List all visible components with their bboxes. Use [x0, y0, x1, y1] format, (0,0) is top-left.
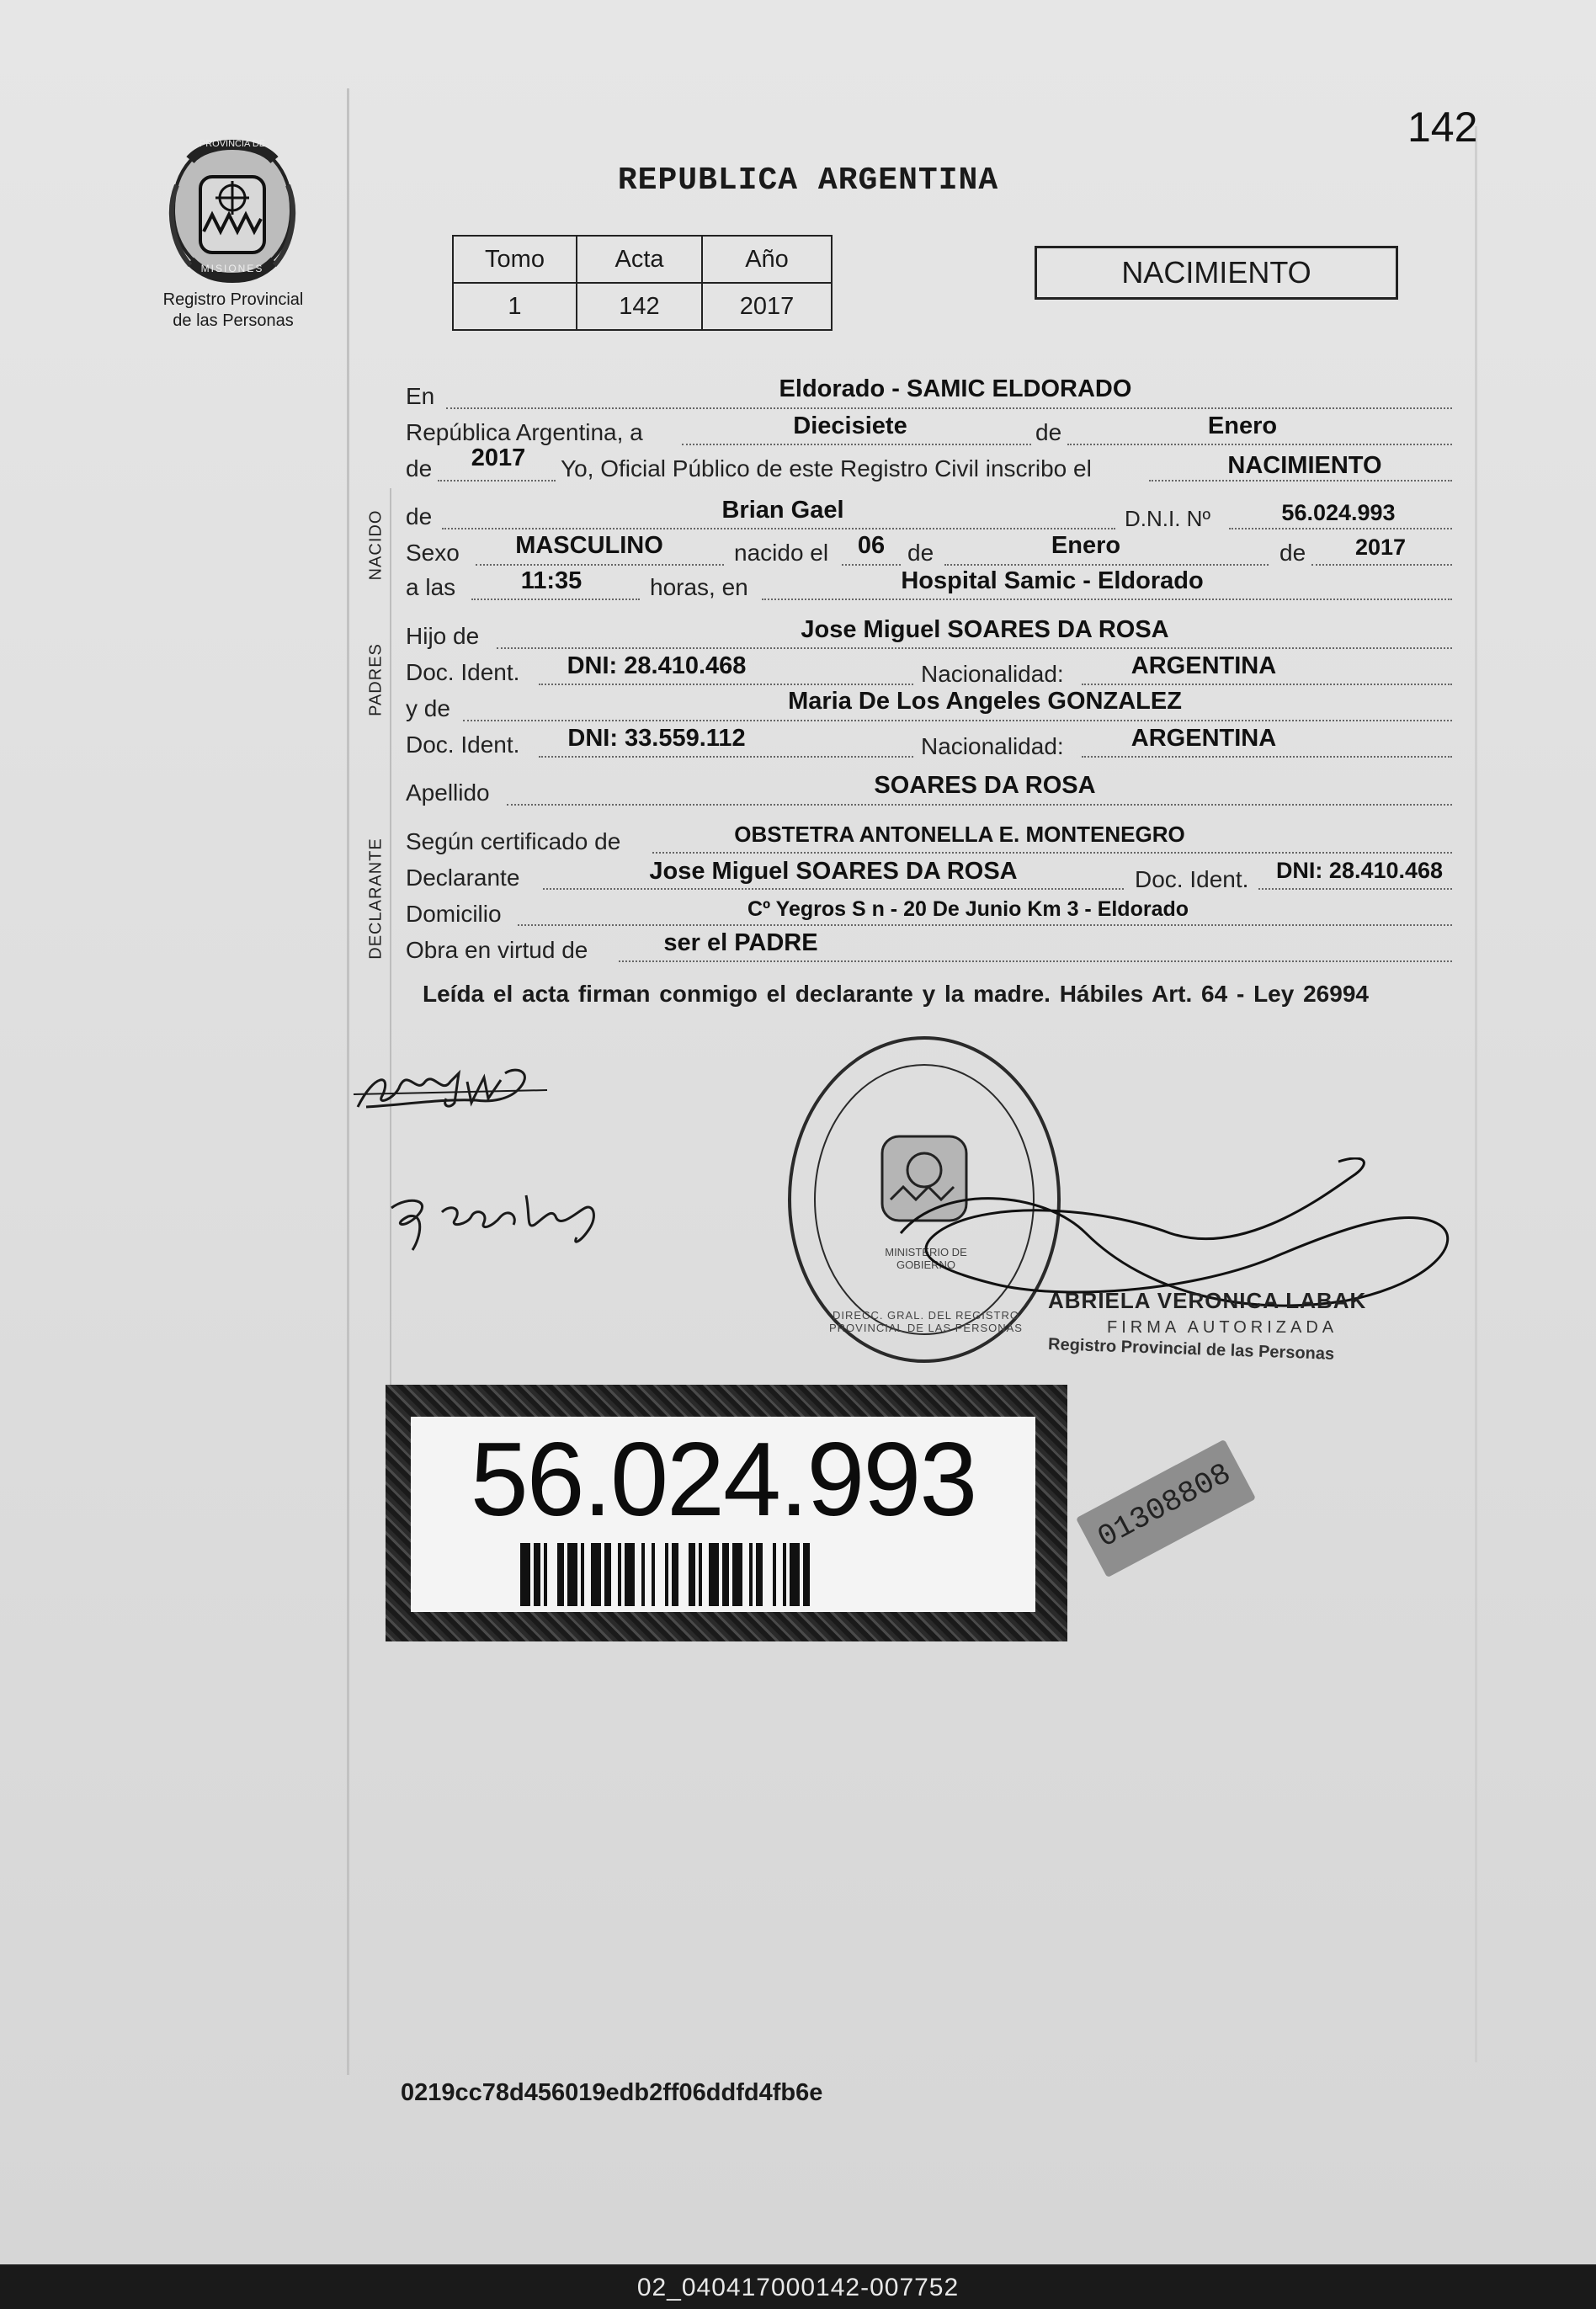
label-de: de	[406, 503, 433, 529]
label-domicilio: Domicilio	[406, 901, 502, 927]
section-label-nacido: NACIDO	[366, 509, 386, 581]
value-mes-nacimiento: Enero	[1051, 532, 1121, 559]
label-a-las: a las	[406, 574, 456, 600]
barcode-bar	[652, 1543, 655, 1606]
value-padre: Jose Miguel SOARES DA ROSA	[801, 616, 1169, 643]
section-divider-line	[390, 488, 391, 1456]
value-dia-palabras: Diecisiete	[793, 412, 907, 439]
dotted-line	[476, 564, 724, 566]
barcode-bar	[722, 1543, 729, 1606]
dotted-line	[497, 647, 1452, 649]
stamp-inner-text: MINISTERIO DE GOBIERNO	[885, 1246, 967, 1271]
dotted-line	[438, 480, 556, 481]
dotted-line	[543, 888, 1124, 890]
barcode-bar	[672, 1543, 678, 1606]
dotted-line	[1067, 444, 1452, 445]
value-madre-doc: DNI: 33.559.112	[567, 725, 746, 752]
value-dni: 56.024.993	[1281, 500, 1396, 525]
dotted-line	[762, 599, 1452, 600]
barcode-bar	[520, 1543, 530, 1606]
dotted-line	[1229, 528, 1452, 529]
barcode-icon	[520, 1543, 924, 1606]
barcode-bar	[641, 1543, 645, 1606]
registry-name-line1: Registro Provincial	[162, 290, 304, 309]
value-madre-nacionalidad: ARGENTINA	[1130, 725, 1277, 752]
label-doc-ident: Doc. Ident.	[406, 659, 520, 685]
value-anio-registro: 2017	[471, 444, 526, 471]
barcode-bar	[625, 1543, 635, 1606]
document-hash: 0219cc78d456019edb2ff06ddfd4fb6e	[401, 2079, 823, 2106]
barcode-bar	[790, 1543, 800, 1606]
value-lugar: Eldorado - SAMIC ELDORADO	[779, 375, 1132, 402]
label-dni: D.N.I. Nº	[1125, 506, 1210, 531]
barcode-bar	[699, 1543, 702, 1606]
label-hijo-de: Hijo de	[406, 623, 480, 649]
dotted-line	[446, 407, 1452, 409]
barcode-bar	[557, 1543, 564, 1606]
stamp-signer-office: Registro Provincial de las Personas	[1047, 1335, 1335, 1364]
barcode-label-inner	[411, 1417, 1035, 1612]
label-apellido: Apellido	[406, 779, 490, 806]
barcode-bar	[689, 1543, 695, 1606]
barcode-bar	[534, 1543, 540, 1606]
dotted-line	[518, 924, 1452, 926]
value-hora: 11:35	[520, 567, 583, 594]
label-doc-ident: Doc. Ident.	[1135, 866, 1249, 892]
label-y-de: y de	[406, 695, 450, 721]
dotted-line	[1149, 480, 1452, 481]
value-apellido: SOARES DA ROSA	[874, 772, 1096, 799]
barcode-bar	[732, 1543, 742, 1606]
barcode-bar	[591, 1543, 601, 1606]
value-certificado: OBSTETRA ANTONELLA E. MONTENEGRO	[734, 822, 1185, 847]
stamp-signer-name: ABRIELA VERONICA LABAK	[1048, 1288, 1367, 1313]
barcode-bar	[618, 1543, 621, 1606]
signature-madre	[383, 1178, 619, 1263]
dotted-line	[471, 599, 640, 600]
value-tipo-inscripcion: NACIMIENTO	[1227, 452, 1382, 479]
label-obra-en-virtud: Obra en virtud de	[406, 937, 588, 963]
value-mes-registro: Enero	[1207, 412, 1278, 439]
barcode-bar	[567, 1543, 577, 1606]
value-obra-en-virtud: ser el PADRE	[663, 929, 818, 956]
barcode-bar	[544, 1543, 547, 1606]
barcode-bar	[803, 1543, 810, 1606]
record-table-header-row	[453, 236, 832, 283]
label-republica-a: República Argentina, a	[406, 419, 643, 445]
record-value-acta: 142	[577, 283, 702, 330]
record-header-acta: Acta	[577, 236, 702, 283]
label-segun-certificado: Según certificado de	[406, 828, 621, 854]
barcode-bar	[783, 1543, 786, 1606]
dotted-line	[1082, 756, 1452, 758]
dotted-line	[619, 960, 1452, 962]
dotted-line	[682, 444, 1031, 445]
record-header-anio: Año	[702, 236, 832, 283]
record-value-tomo: 1	[453, 283, 577, 330]
value-dia-nacimiento: 06	[857, 532, 886, 559]
barcode-bar	[773, 1543, 776, 1606]
label-nacionalidad: Nacionalidad:	[921, 661, 1064, 687]
page-title: REPUBLICA ARGENTINA	[617, 162, 999, 199]
seal-text-top: PROVINCIA DE	[199, 139, 266, 149]
record-header-tomo: Tomo	[453, 236, 577, 283]
value-padre-doc: DNI: 28.410.468	[567, 652, 747, 679]
control-stamp-number: 01308808	[1092, 1456, 1237, 1556]
label-nacido-el: nacido el	[734, 540, 829, 566]
value-sexo: MASCULINO	[515, 532, 663, 559]
dotted-line	[1311, 564, 1452, 566]
value-declarante-doc: DNI: 28.410.468	[1275, 858, 1444, 883]
barcode-bar	[749, 1543, 753, 1606]
dotted-line	[842, 564, 901, 566]
label-de: de	[1279, 540, 1306, 566]
stamp-signer-role: FIRMA AUTORIZADA	[1107, 1318, 1338, 1337]
dotted-line	[1258, 888, 1452, 890]
barcode-bar	[756, 1543, 763, 1606]
value-lugar-nacimiento: Hospital Samic - Eldorado	[901, 567, 1204, 594]
dotted-line	[539, 756, 913, 758]
dotted-line	[944, 564, 1269, 566]
right-margin-line	[1475, 126, 1477, 2062]
control-stamp	[1076, 1439, 1256, 1578]
barcode-number: 56.024.993	[470, 1422, 976, 1538]
record-value-anio: 2017	[702, 283, 832, 330]
label-en: En	[406, 383, 435, 409]
value-domicilio: Cº Yegros S n - 20 De Junio Km 3 - Eldorado	[747, 897, 1189, 921]
label-doc-ident: Doc. Ident.	[406, 732, 520, 758]
closing-statement: Leída el acta firman conmigo el declarante y la madre. Hábiles Art. 64 - Ley 26994	[423, 981, 1369, 1007]
section-label-padres: PADRES	[366, 643, 386, 716]
barcode-bar	[665, 1543, 668, 1606]
label-yo-oficial: Yo, Oficial Público de este Registro Civil inscribo el	[561, 455, 1092, 481]
signature-declarante	[349, 1056, 551, 1124]
page-number: 142	[1407, 104, 1478, 151]
barcode-label	[386, 1385, 1067, 1641]
barcode-bar	[604, 1543, 611, 1606]
dotted-line	[1082, 684, 1452, 685]
dotted-line	[463, 720, 1452, 721]
label-horas-en: horas, en	[650, 574, 748, 600]
dotted-line	[442, 528, 1115, 529]
label-de: de	[406, 455, 433, 481]
value-anio-nacimiento: 2017	[1354, 535, 1407, 560]
value-declarante: Jose Miguel SOARES DA ROSA	[649, 858, 1018, 885]
seal-text-bottom: MISIONES	[200, 263, 264, 274]
value-nombre: Brian Gael	[721, 497, 844, 524]
section-label-declarante: DECLARANTE	[366, 838, 386, 960]
record-table-value-row	[453, 283, 832, 330]
value-padre-nacionalidad: ARGENTINA	[1130, 652, 1277, 679]
scan-footer: 02_040417000142-007752	[0, 2266, 1596, 2309]
dotted-line	[539, 684, 913, 685]
record-table	[452, 235, 833, 331]
barcode-bar	[581, 1543, 584, 1606]
dotted-line	[652, 852, 1452, 854]
label-de: de	[907, 540, 934, 566]
label-de: de	[1035, 419, 1062, 445]
record-type-box: NACIMIENTO	[1035, 246, 1398, 300]
stamp-ring-text: DIRECC. GRAL. DEL REGISTRO PROVINCIAL DE LAS PERSONAS	[829, 1309, 1023, 1334]
dotted-line	[507, 804, 1452, 806]
label-sexo: Sexo	[406, 540, 460, 566]
barcode-bar	[709, 1543, 719, 1606]
value-madre: Maria De Los Angeles GONZALEZ	[788, 688, 1182, 715]
registry-name-line2: de las Personas	[173, 311, 294, 330]
registry-caption	[143, 290, 323, 332]
label-declarante: Declarante	[406, 865, 520, 891]
label-nacionalidad: Nacionalidad:	[921, 733, 1064, 759]
